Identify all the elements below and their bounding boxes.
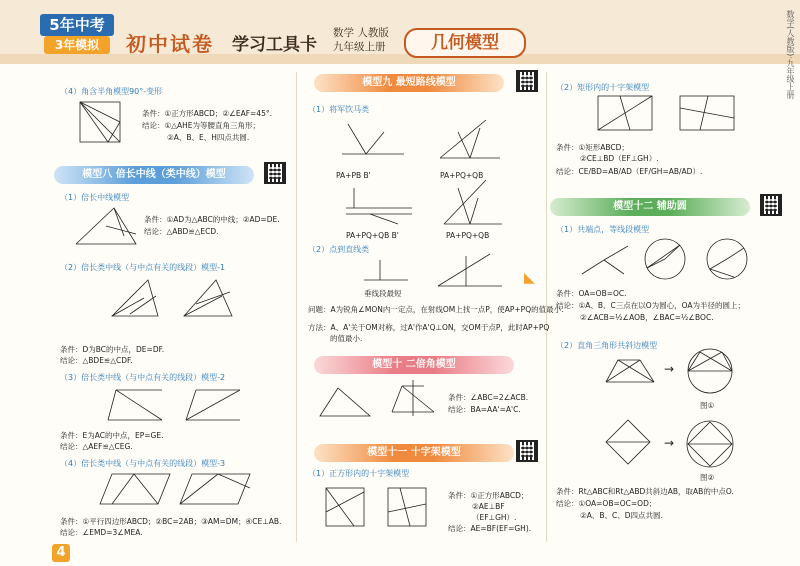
- formula-label: PA+PQ+QB: [440, 171, 484, 180]
- side-label: 数学(人教版)·九年级上册: [786, 10, 795, 99]
- model-band-11: 模型十一 十字架模型: [314, 444, 514, 462]
- square-figure: [78, 100, 124, 146]
- subject: 数学 人教版: [333, 27, 389, 39]
- column-left: [50, 66, 294, 544]
- arrow-right-icon: →: [664, 436, 675, 450]
- trapezoid-figure: [180, 384, 246, 424]
- condition-text: 条件：∠ABC=2∠ACB.: [448, 393, 529, 402]
- parallelogram-figure: [178, 470, 252, 508]
- triangle-ruler-icon: ◣: [524, 270, 535, 286]
- square-figure: [324, 482, 366, 534]
- result-text: 结论：△AEF≌△CEG.: [60, 442, 133, 451]
- logo-line1: 5年中考: [40, 14, 114, 36]
- perpendicular-figure: [362, 258, 410, 286]
- condition-text: 条件：OA=OB=OC.: [556, 289, 627, 298]
- model-band-8: 模型八 倍长中线（类中线）模型: [54, 166, 254, 184]
- condition-text: 条件：①正方形ABCD；: [448, 491, 529, 500]
- formula-label: PA+PB B': [336, 171, 371, 180]
- topic-badge: 几何模型: [404, 28, 526, 58]
- section-heading: （1）正方形内的十字架模型: [308, 469, 410, 478]
- result-text: ②A、B、E、H四点共圆.: [167, 133, 250, 142]
- quadrilateral-figure: [604, 356, 656, 386]
- triangle-figure: [74, 204, 144, 248]
- method-text: 的值最小.: [330, 334, 363, 343]
- trapezoid-figure: [102, 384, 168, 424]
- problem-text: 问题：A为锐角∠MON内一定点，在射线OM上找一点P，使AP+PQ的值最小.: [308, 305, 564, 314]
- result-text: 结论：∠EMD=3∠MEA.: [60, 528, 143, 537]
- result-text: 结论：BA=AA'=A'C.: [448, 405, 521, 414]
- section-heading: （2）矩形内的十字架模型: [556, 83, 650, 92]
- condition-text: 条件：E为AC的中点，EP=GE.: [60, 431, 164, 440]
- circle-figure: [642, 236, 688, 282]
- arrow-right-icon: →: [664, 362, 675, 376]
- result-text: 结论：①OA=OB=OC=OD；: [556, 499, 657, 508]
- condition-text: 条件：①AD为△ABC的中线；②AD=DE.: [144, 215, 280, 224]
- triangle-figure: [108, 276, 168, 326]
- section-heading: （1）倍长中线模型: [60, 193, 130, 202]
- triangle-figure: [318, 386, 372, 418]
- header-stripe: [0, 54, 800, 64]
- formula-label: PA+PQ+QB B': [346, 231, 399, 240]
- section-heading: （1）将军饮马类: [308, 105, 370, 114]
- triangle-figure: [388, 378, 438, 418]
- section-heading: （4）倍长类中线（与中点有关的线段）模型-3: [60, 459, 226, 468]
- quadrilateral-figure: [604, 418, 654, 468]
- card-title: 学习工具卡: [232, 35, 317, 55]
- condition-text: 条件：①平行四边形ABCD；②BC=2AB；③AM=DM；④CE⊥AB.: [60, 517, 282, 526]
- condition-text: （EF⊥GH）.: [472, 513, 517, 522]
- column-middle: [300, 66, 564, 544]
- logo-line2: 3年模拟: [44, 36, 110, 54]
- subject-grade: [333, 26, 389, 54]
- bridge-figure: [344, 184, 414, 228]
- condition-text: 条件：①正方形ABCD；②∠EAF=45°.: [142, 109, 272, 118]
- column-divider: [296, 72, 297, 542]
- model-band-9: 模型九 最短路线模型: [314, 74, 504, 92]
- result-text: 结论：△BDE≌△CDF.: [60, 356, 133, 365]
- section-heading: （1）共端点，等线段模型: [556, 225, 650, 234]
- condition-text: 条件：Rt△ABC和Rt△ABD共斜边AB，取AB的中点O.: [556, 487, 734, 496]
- model-band-12: 模型十二 辅助圆: [550, 198, 750, 216]
- qr-code-icon: [264, 162, 286, 184]
- segments-figure: [580, 242, 632, 278]
- page-number: 4: [52, 544, 70, 562]
- figure-caption: 图②: [700, 473, 715, 482]
- triangle-figure: [180, 276, 240, 326]
- qr-code-icon: [516, 440, 538, 462]
- qr-code-icon: [760, 194, 782, 216]
- reflection-figure: [340, 120, 406, 166]
- condition-text: ②CE⊥BD（EF⊥GH）.: [580, 154, 659, 163]
- result-text: ②A、B、C、D四点共圆.: [580, 511, 663, 520]
- rectangle-figure: [678, 94, 736, 134]
- section-heading: （2）点到直线类: [308, 245, 370, 254]
- qr-code-icon: [516, 70, 538, 92]
- result-text: ②∠ACB=½∠AOB，∠BAC=½∠BOC.: [580, 313, 714, 322]
- condition-text: 条件：D为BC的中点，DE=DF.: [60, 345, 165, 354]
- caption: 垂线段最短: [364, 289, 402, 298]
- circle-figure: [704, 236, 750, 282]
- column-right: [550, 66, 790, 544]
- circle-figure: [684, 418, 736, 470]
- section-heading: （2）直角三角形共斜边模型: [556, 341, 658, 350]
- angle-figure: [436, 118, 502, 168]
- result-text: 结论：①A、B、C三点在以O为圆心，OA为半径的圆上；: [556, 301, 746, 310]
- figure-caption: 图①: [700, 401, 715, 410]
- square-figure: [386, 482, 428, 534]
- series-title: 初中试卷: [126, 32, 214, 56]
- formula-label: PA+PQ+QB: [446, 231, 490, 240]
- result-text: 结论：CE/BD=AB/AD（EF/GH=AB/AD）.: [556, 167, 703, 176]
- parallelogram-figure: [98, 470, 172, 508]
- model-band-10: 模型十 二倍角模型: [314, 356, 514, 374]
- section-heading: （4）角含半角模型90°-变形: [60, 87, 163, 96]
- angle-figure: [440, 178, 504, 230]
- result-text: 结论：△ABD≌△ECD.: [144, 227, 219, 236]
- section-heading: （2）倍长类中线（与中点有关的线段）模型-1: [60, 263, 226, 272]
- section-heading: （3）倍长类中线（与中点有关的线段）模型-2: [60, 373, 226, 382]
- rectangle-figure: [596, 94, 654, 134]
- condition-text: ②AE⊥BF: [472, 502, 505, 511]
- circle-figure: [684, 346, 736, 396]
- condition-text: 条件：①矩形ABCD；: [556, 143, 629, 152]
- grade: 九年级上册: [333, 41, 386, 53]
- method-text: 方法：A、A'关于OM对称，过A'作A'Q⊥ON，交OM于点P，此时AP+PQ: [308, 323, 550, 332]
- angle-figure: [436, 252, 504, 292]
- result-text: 结论：①△AHE为等腰直角三角形；: [142, 121, 260, 130]
- result-text: 结论：AE=BF(EF=GH).: [448, 524, 532, 533]
- series-logo: [40, 14, 114, 56]
